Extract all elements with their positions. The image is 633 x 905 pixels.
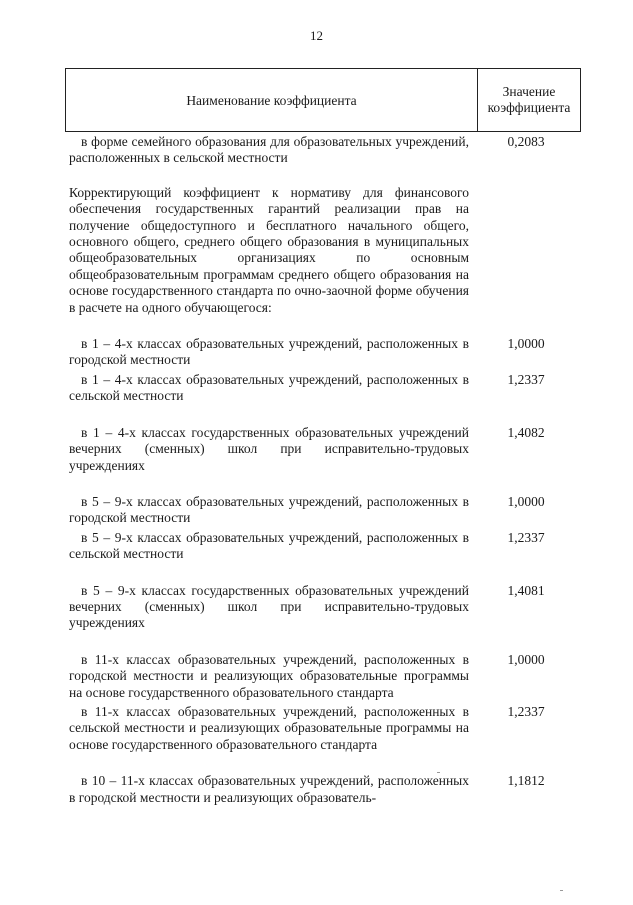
row-text: в 10 – 11-х классах образовательных учреждений, расположенных в городской местности и реализующих образователь- bbox=[69, 773, 469, 805]
row-text: в 5 – 9-х классах образовательных учреждений, расположенных в городской местности bbox=[69, 493, 469, 526]
table-row bbox=[65, 704, 581, 753]
row-value: 1,0000 bbox=[507, 336, 545, 352]
row-value: 1,4082 bbox=[507, 424, 545, 440]
row-text: в 5 – 9-х классах образовательных учреждений, расположенных в сельской местности bbox=[69, 529, 469, 562]
row-value: 0,2083 bbox=[507, 134, 545, 149]
row-text: в 11-х классах образовательных учреждений, расположенных в сельской местности и реализующих образовательные программы на основе государственного образовательного стандарта bbox=[69, 703, 469, 752]
header-name-column: Наименование коэффициента bbox=[186, 93, 357, 108]
scan-artifact bbox=[560, 890, 563, 891]
row-value: 1,2337 bbox=[507, 529, 545, 545]
scan-artifact bbox=[437, 772, 440, 773]
row-value: 1,1812 bbox=[507, 773, 545, 789]
table-row bbox=[65, 530, 581, 563]
table-row bbox=[65, 425, 581, 474]
row-text: в 5 – 9-х классах государственных образовательных учреждений вечерних (сменных) школ при исправительно-трудовых учреждениях bbox=[69, 582, 469, 631]
row-text: Корректирующий коэффициент к нормативу для финансового обеспечения государственных гарантий реализации прав на получение общедоступного и бесплатного начального общего, основного общего, среднего общего образования в муниципальных общеобразовательных организациях по основным общеобразовательным программам среднего общего образования на основе государственного стандарта по очно-заочной форме обучения в расчете на одного обучающегося: bbox=[69, 184, 469, 315]
table-row bbox=[65, 134, 581, 167]
table-row bbox=[65, 652, 581, 701]
row-value: 1,0000 bbox=[507, 651, 545, 667]
table-row bbox=[65, 773, 581, 806]
header-value-column bbox=[477, 69, 580, 131]
table-row bbox=[65, 185, 581, 316]
header-value-line1: Значение bbox=[502, 84, 556, 99]
table-row bbox=[65, 372, 581, 405]
table-row bbox=[65, 494, 581, 527]
row-value: 1,0000 bbox=[507, 493, 545, 509]
table-row bbox=[65, 336, 581, 369]
row-text: в 1 – 4-х классах образовательных учреждений, расположенных в сельской местности bbox=[69, 371, 469, 404]
coefficient-table bbox=[65, 134, 581, 806]
row-text: в форме семейного образования для образовательных учреждений, расположенных в сельской местности bbox=[69, 134, 469, 166]
row-value: 1,2337 bbox=[507, 371, 545, 387]
row-text: в 11-х классах образовательных учреждений, расположенных в городской местности и реализующих образовательные программы на основе государственного образовательного стандарта bbox=[69, 651, 469, 700]
page-number: 12 bbox=[310, 28, 323, 43]
table-header bbox=[65, 68, 581, 132]
header-value-line2: коэффициента bbox=[487, 100, 571, 115]
table-row bbox=[65, 583, 581, 632]
row-text: в 1 – 4-х классах государственных образовательных учреждений вечерних (сменных) школ при исправительно-трудовых учреждениях bbox=[69, 424, 469, 473]
row-value: 1,2337 bbox=[507, 703, 545, 719]
row-value: 1,4081 bbox=[507, 582, 545, 598]
row-text: в 1 – 4-х классах образовательных учреждений, расположенных в городской местности bbox=[69, 336, 469, 368]
